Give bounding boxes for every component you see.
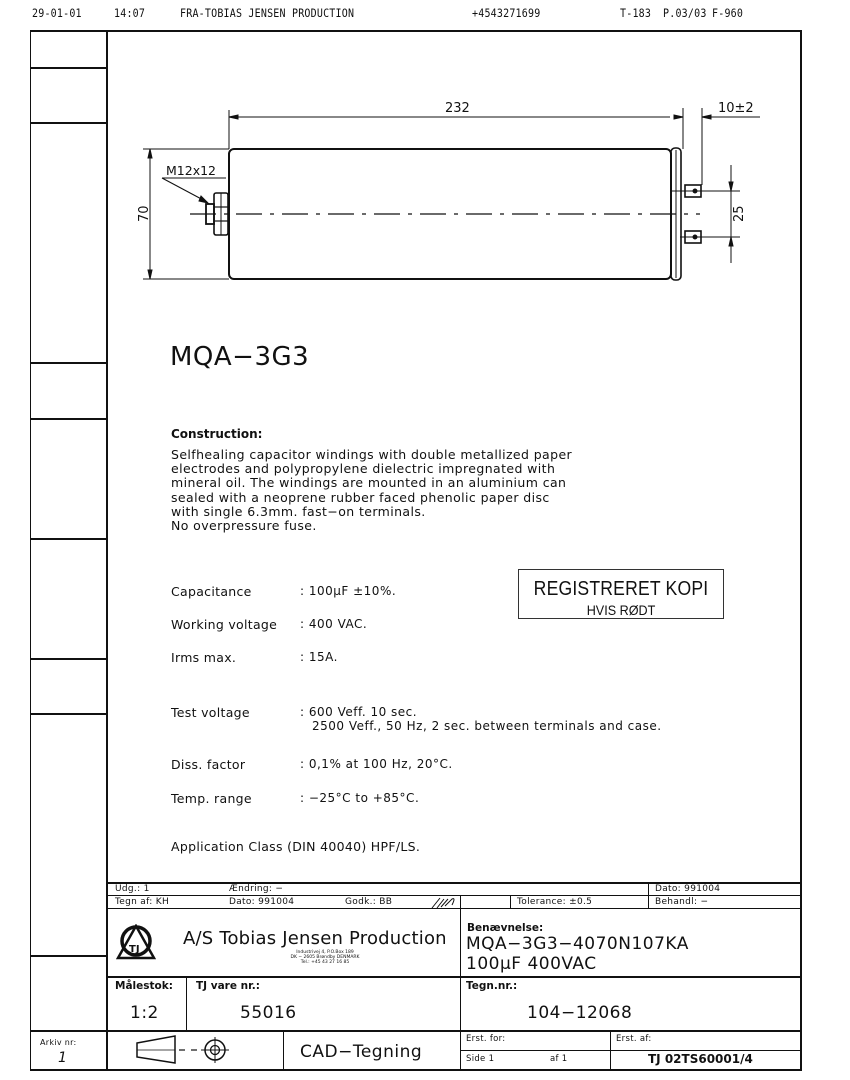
erst-af-value: TJ 02TS60001/4: [648, 1052, 753, 1066]
spec-value: : −25°C to +85°C.: [300, 791, 420, 805]
tegn-nr-label: Tegn.nr.:: [466, 980, 518, 992]
spec-value: : 100μF ±10%.: [300, 584, 397, 598]
construction-line: mineral oil. The windings are mounted in an aluminium can: [171, 475, 567, 491]
company-logo-icon: [116, 924, 156, 960]
spec-value: : 600 Veff. 10 sec.: [300, 705, 418, 719]
arkiv-label: Arkiv nr:: [40, 1038, 77, 1047]
construction-line: electrodes and polypropylene dielectric impregnated with: [171, 461, 556, 477]
erst-for-label: Erst. for:: [466, 1034, 506, 1044]
benaevnelse-label: Benævnelse:: [467, 922, 544, 934]
spec-value: : 0,1% at 100 Hz, 20°C.: [300, 757, 453, 771]
fax-sender: FRA-TOBIAS JENSEN PRODUCTION: [180, 8, 355, 21]
spec-label: Capacitance: [171, 584, 252, 599]
tegn-nr-value: 104−12068: [527, 1003, 633, 1023]
svg-text:TJ: TJ: [129, 944, 140, 955]
dim-spacing-label: 25: [732, 205, 747, 222]
construction-heading: Construction:: [171, 427, 263, 441]
construction-line: Selfhealing capacitor windings with double metallized paper: [171, 447, 573, 462]
fax-t-code: T-183: [620, 8, 652, 21]
spec-label: Working voltage: [171, 617, 278, 632]
vare-nr-value: 55016: [240, 1003, 297, 1023]
dim-terminal-label: 10±2: [718, 101, 754, 116]
tb-dato: Dato: 991004: [229, 897, 295, 907]
benaevnelse-rating: 100μF 400VAC: [466, 954, 597, 974]
dim-thread-label: M12x12: [166, 163, 216, 178]
construction-line: sealed with a neoprene rubber faced phenolic paper disc: [171, 489, 550, 505]
tb-line: [648, 882, 649, 909]
tb-line: [186, 976, 187, 1031]
projection-symbol-icon: [135, 1033, 275, 1067]
spec-label: Temp. range: [171, 791, 252, 806]
address-line: Tel.: +45 43 27 16 85: [300, 960, 350, 965]
spec-label: Diss. factor: [171, 757, 246, 772]
tb-udg: Udg.: 1: [115, 884, 150, 894]
spec-label: Test voltage: [171, 705, 250, 720]
construction-text: [171, 448, 572, 533]
tb-tegn-af: Tegn af: KH: [115, 897, 170, 907]
cad-label: CAD−Tegning: [300, 1042, 423, 1062]
tb-line: [510, 896, 511, 909]
construction-line: No overpressure fuse.: [171, 518, 317, 534]
fax-f-code: F-960: [712, 8, 744, 21]
fax-page: P.03/03: [663, 8, 707, 21]
benaevnelse-code: MQA−3G3−4070N107KA: [466, 934, 689, 954]
side-label: Side 1: [466, 1054, 495, 1064]
construction-line: with single 6.3mm. fast−on terminals.: [171, 503, 426, 519]
fax-time: 14:07: [114, 8, 146, 21]
signature-icon: [430, 896, 464, 909]
registered-copy-stamp: [518, 569, 724, 619]
company-address: [250, 950, 400, 965]
address-line: Industrivej 4, P.O.Box 189: [296, 950, 354, 955]
dim-diameter-label: 70: [137, 205, 152, 222]
tb-aendring: Ændring: −: [229, 884, 284, 894]
tb-line: [106, 1030, 802, 1032]
stamp-line-1: REGISTRERET KOPI: [533, 578, 709, 600]
application-class: Application Class (DIN 40040) HPF/LS.: [171, 839, 421, 854]
product-title: MQA−3G3: [170, 342, 310, 372]
stamp-line-2: HVIS RØDT: [586, 602, 656, 618]
tb-line: [460, 1050, 802, 1051]
tb-line: [106, 976, 802, 978]
tb-line: [283, 1030, 284, 1070]
vare-nr-label: TJ vare nr.:: [196, 980, 260, 992]
spec-label: Irms max.: [171, 650, 237, 665]
fax-phone: +4543271699: [472, 8, 541, 21]
malestok-value: 1:2: [130, 1003, 159, 1023]
spec-value: : 15A.: [300, 650, 338, 664]
tb-line: [460, 896, 461, 1070]
fax-date: 29-01-01: [32, 8, 82, 21]
erst-af-label: Erst. af:: [616, 1034, 652, 1044]
tb-tolerance: Tolerance: ±0.5: [517, 897, 593, 907]
malestok-label: Målestok:: [115, 980, 173, 992]
tb-behandl: Behandl: −: [655, 897, 709, 907]
tb-line: [610, 1030, 611, 1070]
arkiv-value: 1: [58, 1050, 67, 1066]
spec-value-continued: 2500 Veff., 50 Hz, 2 sec. between terminals and case.: [312, 719, 662, 733]
tb-godk: Godk.: BB: [345, 897, 393, 907]
address-line: DK − 2605 Brøndby DENMARK: [290, 955, 360, 960]
tb-dato-top: Dato: 991004: [655, 884, 721, 894]
side-of-label: af 1: [550, 1054, 568, 1064]
spec-value: : 400 VAC.: [300, 617, 368, 631]
company-name: A/S Tobias Jensen Production: [183, 928, 447, 949]
dim-length-label: 232: [445, 101, 470, 116]
